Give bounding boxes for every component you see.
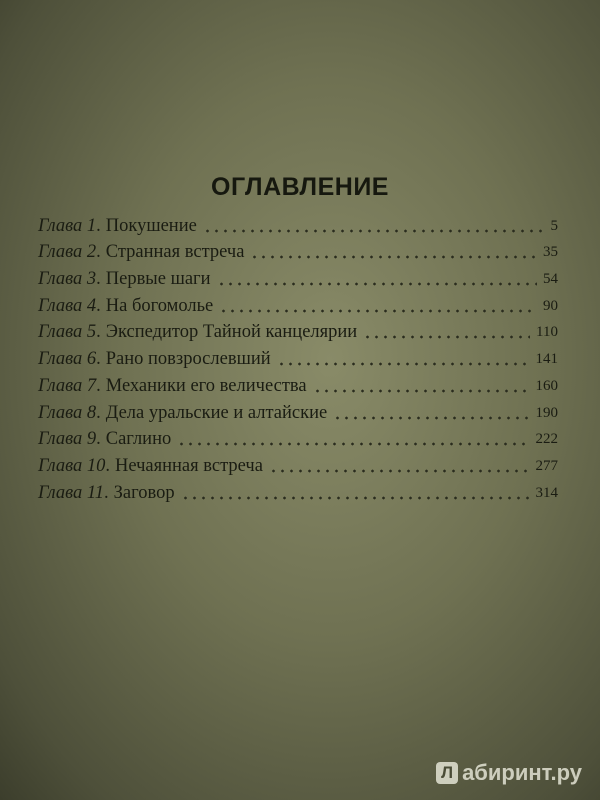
- dot-leader: [363, 335, 530, 339]
- dot-leader: [269, 469, 530, 473]
- chapter-number: Глава 8: [38, 402, 97, 423]
- toc-entry: Глава 9. Саглино 222: [38, 429, 558, 450]
- chapter-title: Странная встреча: [105, 242, 245, 263]
- chapter-title: Нечаянная встреча: [115, 455, 263, 476]
- toc-entry: Глава 3. Первые шаги 54: [38, 269, 558, 290]
- chapter-number: Глава 9: [38, 429, 97, 450]
- logo-mark-icon: Л: [436, 762, 458, 784]
- page-number: 314: [535, 484, 558, 501]
- dot-leader: [203, 229, 545, 233]
- dot-leader: [277, 362, 530, 366]
- toc-entry: Глава 4. На богомолье 90: [38, 295, 558, 316]
- toc-entry: Глава 7. Механики его величества 160: [38, 375, 558, 396]
- watermark-logo: [436, 760, 582, 786]
- page-number: 141: [535, 351, 558, 368]
- chapter-number: Глава 1: [38, 215, 97, 236]
- chapter-number: Глава 6: [38, 349, 97, 370]
- page-number: 90: [543, 297, 558, 314]
- chapter-title: Дела уральские и алтайские: [105, 402, 328, 423]
- page-number: 110: [536, 324, 558, 341]
- page-number: 160: [535, 377, 558, 394]
- page-number: 190: [535, 404, 558, 421]
- chapter-title: Саглино: [105, 429, 172, 450]
- toc-entry: Глава 11. Заговор 314: [38, 482, 558, 503]
- dot-leader: [250, 255, 537, 259]
- page-number: 35: [543, 244, 558, 261]
- chapter-number: Глава 7: [38, 375, 97, 396]
- toc-entry: Глава 6. Рано повзрослевший 141: [38, 349, 558, 370]
- chapter-title: На богомолье: [105, 295, 214, 316]
- dot-leader: [181, 496, 530, 500]
- chapter-title: Экспедитор Тайной канцелярии: [105, 322, 358, 343]
- toc-entry: Глава 1. Покушение 5: [38, 215, 558, 236]
- dot-leader: [333, 416, 529, 420]
- table-of-contents: [38, 210, 558, 504]
- chapter-title: Механики его величества: [105, 375, 307, 396]
- chapter-number: Глава 2: [38, 242, 97, 263]
- page-title: ОГЛАВЛЕНИЕ: [211, 172, 389, 201]
- chapter-number: Глава 10: [38, 455, 106, 476]
- dot-leader: [219, 309, 537, 313]
- toc-entry: Глава 2. Странная встреча 35: [38, 242, 558, 263]
- toc-entry: Глава 10. Нечаянная встреча 277: [38, 455, 558, 476]
- dot-leader: [313, 389, 530, 393]
- chapter-title: Заговор: [113, 482, 175, 503]
- dot-leader: [177, 442, 529, 446]
- page-number: 54: [543, 271, 558, 288]
- logo-text: абиринт.ру: [462, 760, 582, 785]
- dot-leader: [217, 282, 537, 286]
- page-number: 222: [535, 431, 558, 448]
- chapter-title: Покушение: [105, 215, 197, 236]
- chapter-title: Первые шаги: [105, 269, 211, 290]
- chapter-number: Глава 11: [38, 482, 104, 503]
- chapter-title: Рано повзрослевший: [105, 349, 271, 370]
- chapter-number: Глава 3: [38, 269, 97, 290]
- page-number: 277: [535, 457, 558, 474]
- chapter-number: Глава 5: [38, 322, 97, 343]
- toc-entry: Глава 5. Экспедитор Тайной канцелярии 110: [38, 322, 558, 343]
- toc-entry: Глава 8. Дела уральские и алтайские 190: [38, 402, 558, 423]
- chapter-number: Глава 4: [38, 295, 97, 316]
- page-number: 5: [550, 217, 558, 234]
